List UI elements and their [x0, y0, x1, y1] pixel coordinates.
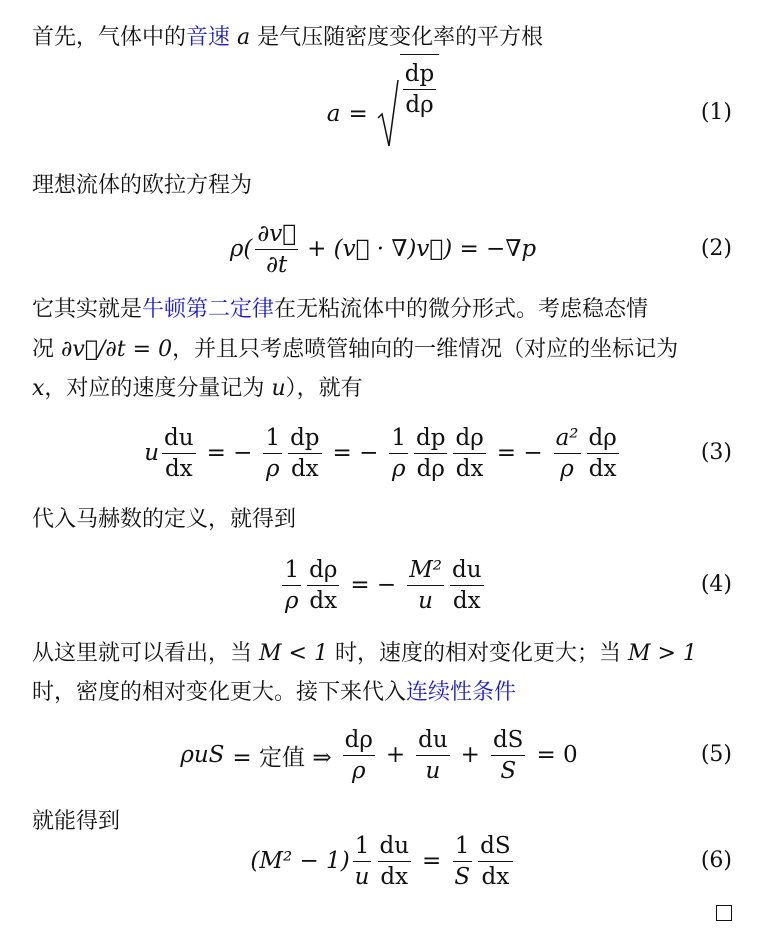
frac-num: 1 [263, 425, 282, 454]
link-sound-speed[interactable]: 音速 [186, 25, 231, 50]
frac-den: ρ [351, 757, 366, 784]
frac-den: dx [164, 455, 193, 482]
eq6-op: = [422, 848, 442, 874]
frac-den: S [500, 757, 517, 784]
frac-den: u [418, 587, 433, 614]
equation-1 [0, 61, 766, 150]
frac-den: ρ [560, 455, 574, 482]
eq3-op: = − [206, 440, 253, 466]
text: ），就有 [285, 376, 363, 401]
link-newton-second-law[interactable]: 牛顿第二定律 [142, 297, 275, 322]
frac-num: dρ [343, 727, 375, 756]
math-var: a [237, 25, 251, 50]
frac-num: du [162, 425, 196, 454]
eq1-eq: = [348, 101, 368, 127]
paragraph-2: 理想流体的欧拉方程为 [32, 173, 253, 198]
equation-4 [0, 550, 766, 620]
eq6-lhs: (M² − 1) [250, 848, 350, 874]
eq3-u: u [144, 440, 160, 466]
text: ，对应的速度分量记为 [44, 376, 265, 401]
frac-den: dx [588, 455, 617, 482]
frac-den: dx [452, 587, 481, 614]
frac-num: du [450, 557, 484, 586]
text: 它其实就是 [32, 297, 143, 322]
eq4-op: = − [350, 572, 397, 598]
frac-num: a² [554, 425, 581, 454]
frac-num: M² [407, 557, 444, 586]
frac-den: ρ [265, 455, 280, 482]
sqrt-icon [376, 78, 400, 150]
frac-num: du [416, 727, 450, 756]
text: 从这里就可以看出，当 [32, 641, 253, 666]
text: ，并且只考虑喷管轴向的一维情况（对应的坐标记为 [172, 337, 679, 362]
paragraph-5-line-1 [32, 634, 737, 674]
frac-den: u [354, 863, 370, 890]
frac-num: 1 [389, 425, 408, 454]
eq2-num: ∂v⃗ [255, 221, 298, 250]
frac-num: dS [491, 727, 525, 756]
frac-num: dS [478, 833, 512, 862]
paragraph-3-line-3 [32, 369, 737, 409]
eq5-rhs: = 0 [536, 742, 578, 768]
frac-num: 1 [353, 833, 372, 862]
qed-box-icon [716, 905, 732, 921]
frac-num: 1 [282, 557, 301, 586]
text: 首先，气体中的 [32, 25, 187, 50]
text: 况 [32, 337, 55, 362]
frac-den: S [454, 863, 471, 890]
eq4-number: (4) [700, 572, 732, 597]
eq5-plus: + [460, 742, 480, 768]
link-continuity-condition[interactable]: 连续性条件 [406, 680, 517, 705]
text: 时，密度的相对变化更大。接下来代入 [32, 680, 407, 705]
math-inline: M < 1 [259, 641, 328, 666]
frac-den: dx [309, 587, 338, 614]
paragraph-4: 代入马赫数的定义，就得到 [32, 507, 297, 532]
eq5-lhs: ρuS [180, 742, 225, 768]
paragraph-6: 就能得到 [32, 809, 121, 834]
eq2-rest: + (v⃗ · ∇)v⃗) = −∇p [307, 236, 537, 262]
frac-den: dx [481, 863, 510, 890]
eq3-number: (3) [700, 440, 732, 465]
eq3-op: = − [332, 440, 379, 466]
eq5-number: (5) [700, 742, 732, 767]
text: 在无粘流体中的微分形式。考虑稳态情 [274, 297, 649, 322]
paragraph-3-line-1 [32, 290, 737, 330]
frac-den: ρ [285, 587, 299, 614]
equation-6 [0, 826, 766, 896]
paragraph-5-line-2 [32, 673, 737, 713]
math-var: u [271, 376, 286, 401]
eq2-den: ∂t [266, 251, 288, 278]
eq2-number: (2) [700, 236, 732, 261]
eq3-op: = − [496, 440, 543, 466]
math-inline: M > 1 [627, 641, 697, 666]
frac-num: dp [414, 425, 447, 454]
frac-den: u [425, 757, 441, 784]
math-inline: ∂v⃗/∂t = 0 [61, 337, 173, 362]
equation-2 [0, 214, 766, 284]
eq5-plus: + [385, 742, 406, 768]
frac-den: dx [380, 863, 409, 890]
frac-num: du [378, 833, 412, 862]
eq1-num: dp [403, 61, 436, 90]
frac-num: 1 [453, 833, 472, 862]
frac-num: dρ [307, 557, 339, 586]
frac-num: dp [288, 425, 321, 454]
frac-num: dρ [587, 425, 619, 454]
frac-den: dx [455, 455, 484, 482]
paragraph-3-line-2 [32, 330, 737, 370]
eq1-den: dρ [405, 92, 434, 118]
frac-den: dx [290, 455, 319, 482]
frac-den: dρ [416, 455, 445, 482]
text: 是气压随密度变化率的平方根 [257, 25, 544, 50]
equation-3 [0, 418, 766, 488]
paragraph-1 [32, 18, 737, 58]
frac-den: ρ [391, 455, 406, 482]
math-var: x [32, 376, 45, 401]
equation-5 [0, 720, 766, 790]
eq2-rho: ρ( [229, 236, 253, 262]
eq6-number: (6) [700, 848, 732, 873]
frac-num: dρ [453, 425, 485, 454]
eq5-mid: = 定值 ⇒ [232, 744, 332, 771]
text: 时，速度的相对变化更大；当 [334, 641, 621, 666]
eq1-lhs: a [326, 101, 341, 127]
eq1-number: (1) [700, 100, 732, 125]
